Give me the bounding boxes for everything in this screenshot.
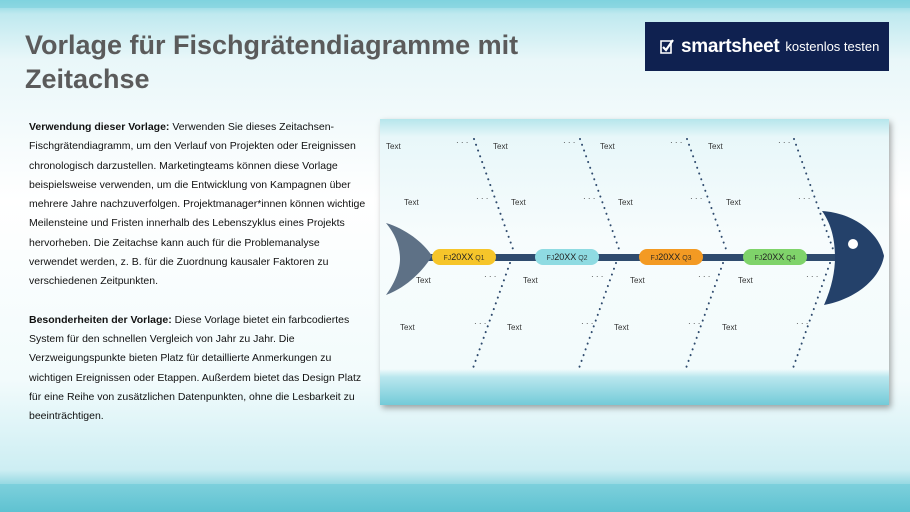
features-heading: Besonderheiten der Vorlage: [29,313,172,326]
branch-dots: · · · [796,319,809,328]
branch-text: Text [600,142,615,151]
top-stripe [0,0,910,8]
branch-text: Text [507,323,522,332]
branch-dots: · · · [583,194,596,203]
milestone-prefix: FJ [443,255,452,262]
fish-eye-icon [848,239,858,249]
branch-dots: · · · [456,138,469,147]
branch-text: Text [726,198,741,207]
logo-brand: smartsheet [681,35,780,57]
milestone-quarter: Q1 [473,255,485,262]
usage-paragraph [29,118,369,292]
milestone-prefix: FJ [754,255,763,262]
branch-text: Text [618,198,633,207]
branch-dots: · · · [688,319,701,328]
branch-dots: · · · [474,319,487,328]
usage-heading: Verwendung dieser Vorlage: [29,121,170,133]
branch-dots: · · · [670,138,683,147]
milestone-year: 20XX [554,252,577,262]
milestone-pill [639,249,703,265]
features-paragraph [29,311,369,427]
bottom-band [0,484,910,512]
usage-text: Verwenden Sie dieses Zeitachsen-Fischgrätendiagramm, um den Verlauf von Projekten oder Ereignissen chronologisch darzustellen. Marketingteams können diese Vorlage beispielsweise verwenden, um die Entwicklung von Kampagnen über mehrere Jahre nachzuverfolgen. Projektmanager*innen können wichtige Meilensteine und Fristen innerhalb des Lebenszyklus eines Projekts hervorheben. Die Zeitachse kann auch für die Problemanalyse verwendet werden, z. B. für die Zuordnung kausaler Faktoren zu verschiedenen Zeitpunkten. [29,121,366,288]
branch-text: Text [386,142,401,151]
description [29,118,369,426]
branch-dots: · · · [798,194,811,203]
branch-text: Text [511,198,526,207]
branch-text: Text [404,198,419,207]
fishbone-diagram [380,119,889,405]
features-text: Diese Vorlage bietet ein farbcodiertes System für den schnellen Vergleich von Jahr zu Jahr. Die Verzweigungspunkte bieten Platz für detaillierte Anmerkungen zu wichtigen Ereignissen oder Etappen. Außerdem bietet das Design Platz für eine Reihe von zusätzlichen Datenpunkten, ohne die Lesbarkeit zu beeinträchtigen. [29,313,362,423]
branch-text: Text [738,276,753,285]
branch-text: Text [416,276,431,285]
milestone-quarter: Q2 [576,255,588,262]
branch-text: Text [630,276,645,285]
branch-dots: · · · [591,272,604,281]
milestone-pill [743,249,807,265]
smartsheet-cta-button[interactable] [645,22,889,71]
branch-text: Text [493,142,508,151]
branch-text: Text [722,323,737,332]
milestone-year: 20XX [451,252,474,262]
smartsheet-logo-icon [659,39,675,55]
branch-dots: · · · [806,272,819,281]
branch-dots: · · · [698,272,711,281]
milestone-year: 20XX [658,252,681,262]
branch-dots: · · · [778,138,791,147]
branch-text: Text [614,323,629,332]
branch-dots: · · · [484,272,497,281]
page-title: Vorlage für Fischgrätendiagramme mit Zeitachse [25,30,519,94]
milestone-quarter: Q3 [680,255,692,262]
branch-dots: · · · [563,138,576,147]
milestone-prefix: FJ [546,255,555,262]
milestone-quarter: Q4 [784,255,796,262]
branch-dots: · · · [690,194,703,203]
milestone-pill [432,249,496,265]
branch-text: Text [708,142,723,151]
branch-dots: · · · [476,194,489,203]
branch-text: Text [523,276,538,285]
milestone-year: 20XX [762,252,785,262]
milestone-prefix: FJ [650,255,659,262]
logo-cta-label: kostenlos testen [785,39,880,54]
milestone-pill [535,249,599,265]
branch-dots: · · · [581,319,594,328]
branch-text: Text [400,323,415,332]
